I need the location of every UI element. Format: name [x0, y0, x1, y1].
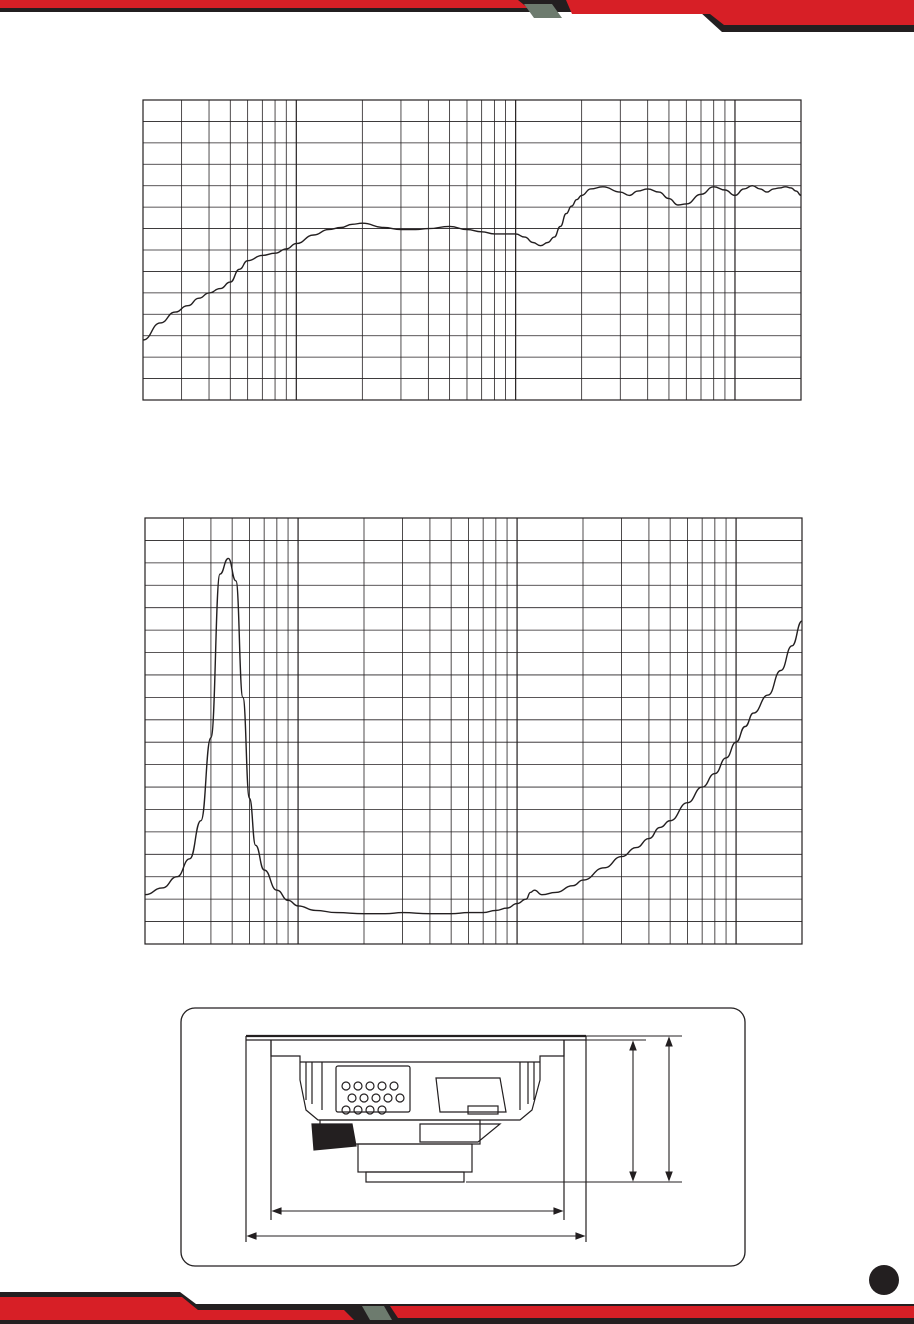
- mount-depth-arrow-top: [630, 1042, 636, 1050]
- crossover-part: [420, 1124, 500, 1142]
- vent-holes: [342, 1082, 404, 1114]
- top-banner-red-right: [566, 0, 914, 25]
- bottom-banner-red-right: [390, 1306, 914, 1318]
- top-banner: [0, 0, 914, 32]
- outer-width-arrow-left: [248, 1233, 256, 1239]
- plot-frame: [145, 518, 802, 944]
- label-plate: [468, 1106, 498, 1114]
- dimension-drawing: [181, 1008, 745, 1266]
- inner-width-arrow-left: [273, 1208, 281, 1214]
- basket-window-right: [436, 1078, 506, 1112]
- magnet: [358, 1144, 472, 1172]
- top-banner-red-left: [0, 0, 528, 8]
- series-line: [145, 558, 802, 913]
- page-number-badge: [869, 1265, 899, 1295]
- drawing-frame: [181, 1008, 745, 1266]
- bottom-banner: [0, 1292, 914, 1324]
- terminal-block: [312, 1124, 356, 1150]
- basket-right-leg: [520, 1062, 534, 1110]
- mount-depth-arrow-bottom: [630, 1172, 636, 1180]
- total-depth-arrow-top: [666, 1038, 672, 1046]
- total-depth-arrow-bottom: [666, 1172, 672, 1180]
- inner-width-arrow-right: [554, 1208, 562, 1214]
- frequency-response-chart: [143, 100, 801, 400]
- back-plate: [366, 1172, 464, 1182]
- series-line: [143, 186, 801, 340]
- impedance-chart: [145, 518, 802, 944]
- basket-left-leg: [306, 1062, 322, 1110]
- outer-width-arrow-right: [576, 1233, 584, 1239]
